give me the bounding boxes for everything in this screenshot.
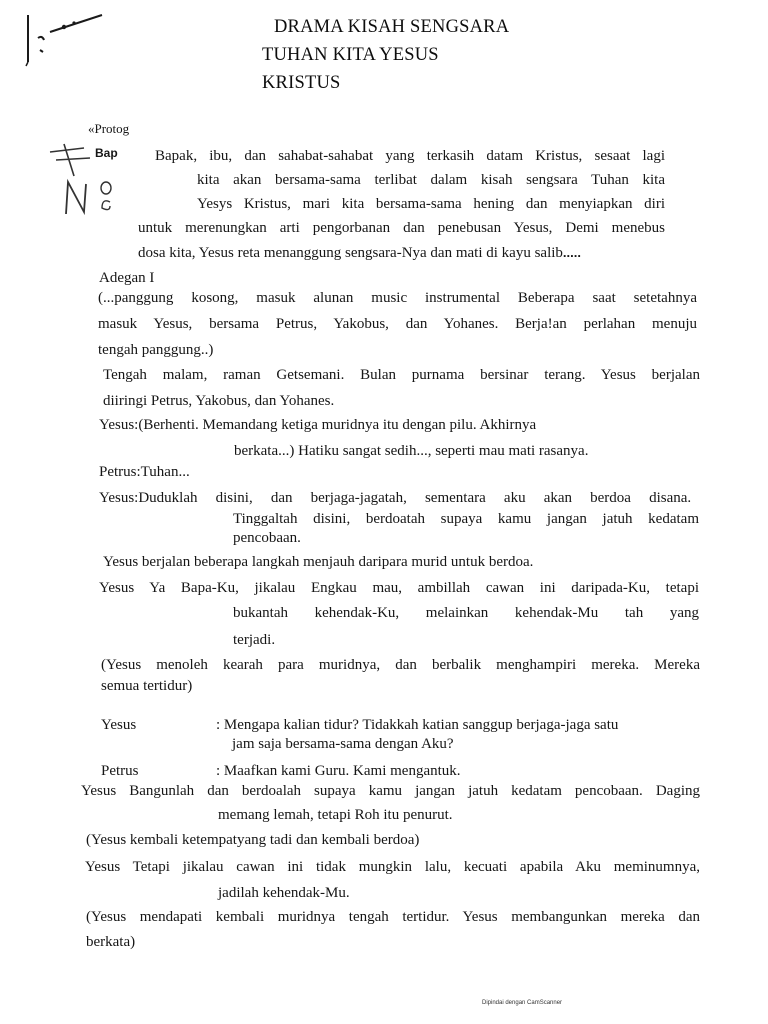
dialogue-8-line-2: jadilah kehendak-Mu. (218, 885, 350, 901)
stage1-line-1: (...panggung kosong, masuk alunan music instrumental Beberapa saat setetahnya (98, 290, 697, 306)
dialogue-7-line-1: Yesus Bangunlah dan berdoalah supaya kamu jangan jatuh kedatam pencobaan. Daging (81, 783, 700, 799)
dialogue-8-line-1: Yesus Tetapi jikalau cawan ini tidak mungkin lalu, kecuati apabila Aku meminumnya, (85, 859, 700, 875)
corner-scribble-stamp (20, 12, 110, 72)
scene-heading: Adegan I (99, 270, 155, 286)
stage1-line-2: masuk Yesus, bersama Petrus, Yakobus, dan Yohanes. Berja!an perlahan menuju (98, 316, 697, 332)
dialogue-6-line-1: : Maafkan kami Guru. Kami mengantuk. (216, 763, 461, 779)
dialogue-1 (99, 418, 536, 433)
speaker-yesus: Yesus (99, 490, 135, 506)
dialogue-3-line-2: Tinggaltah disini, berdoatah supaya kamu jangan jatuh kedatam (233, 511, 699, 527)
dialogue-6-speaker: Petrus (101, 763, 139, 779)
dialogue-2-line-1: :Tuhan... (136, 464, 190, 480)
dialogue-5-line-1: : Mengapa kalian tidur? Tidakkah katian sanggup berjaga-jaga satu (216, 717, 619, 733)
opening-line-2: kita akan bersama-sama terlibat dalam kisah sengsara Tuhan kita (197, 172, 665, 188)
opening-line-3: Yesys Kristus, mari kita bersama-sama hening dan menyiapkan diri (197, 196, 665, 212)
dialogue-5-speaker: Yesus (101, 717, 137, 733)
dialogue-4-line-2: bukantah kehendak-Ku, melainkan kehendak-Mu tah yang (233, 605, 699, 621)
opening-line-5 (138, 246, 581, 261)
dialogue-3-line-3: pencobaan. (233, 530, 301, 546)
title-line-1: DRAMA KISAH SENGSARA (274, 17, 510, 37)
dialogue-1-line-2: berkata...) Hatiku sangat sedih..., seperti mau mati rasanya. (234, 443, 589, 459)
dialogue-1-line-1: :(Berhenti. Memandang ketiga muridnya itu dengan pilu. Akhirnya (134, 417, 537, 433)
dialogue-5-line-2: jam saja bersama-sama dengan Aku? (232, 736, 454, 752)
dialogue-2 (99, 465, 190, 480)
stage1-line-3: tengah panggung..) (98, 342, 214, 358)
stage2-line-1: (Yesus menoleh kearah para muridnya, dan berbalik menghampiri mereka. Mereka (101, 657, 700, 673)
dialogue-3-line-1: :Duduklah disini, dan berjaga-jagatah, sementara aku akan berdoa disana. (134, 490, 692, 506)
handwritten-note-mark (44, 136, 114, 216)
protagonist-label: «Protog (88, 121, 130, 136)
dialogue-4-line-3: terjadi. (233, 632, 276, 648)
scanner-watermark: Dipindai dengan CamScanner (482, 1000, 563, 1006)
stage4-line-1: (Yesus mendapati kembali muridnya tengah tertidur. Yesus membangunkan mereka dan (86, 909, 700, 925)
dialogue-3 (99, 491, 699, 506)
dialogue-4-line-1: Yesus Ya Bapa-Ku, jikalau Engkau mau, ambillah cawan ini daripada-Ku, tetapi (99, 580, 699, 596)
scene1-line-1: Tengah malam, raman Getsemani. Bulan purnama bersinar terang. Yesus berjalan (103, 367, 700, 383)
stage2-line-2: semua tertidur) (101, 678, 193, 694)
protagonist-label-2: Bap (95, 146, 118, 160)
scene2-line: Yesus berjalan beberapa langkah menjauh daripara murid untuk berdoa. (103, 554, 534, 570)
scene1-line-2: diiringi Petrus, Yakobus, dan Yohanes. (103, 393, 335, 409)
title-line-2: TUHAN KITA YESUS (262, 45, 439, 65)
stage3-line: (Yesus kembali ketempatyang tadi dan kembali berdoa) (86, 832, 420, 848)
title-line-3: KRISTUS (262, 73, 341, 93)
stage4-line-2: berkata) (86, 934, 136, 950)
opening-line-1: Bapak, ibu, dan sahabat-sahabat yang terkasih datam Kristus, sesaat lagi (155, 148, 665, 164)
opening-line-4: untuk merenungkan arti pengorbanan dan penebusan Yesus, Demi menebus (138, 220, 665, 236)
speaker-yesus: Yesus (99, 417, 135, 433)
opening-line-5-dots: ..... (562, 245, 581, 260)
dialogue-7-line-2: memang lemah, tetapi Roh itu penurut. (218, 807, 453, 823)
speaker-petrus: Petrus (99, 464, 137, 480)
opening-line-5-text: dosa kita, Yesus reta menanggung sengsara-Nya dan mati di kayu salib (138, 245, 563, 261)
